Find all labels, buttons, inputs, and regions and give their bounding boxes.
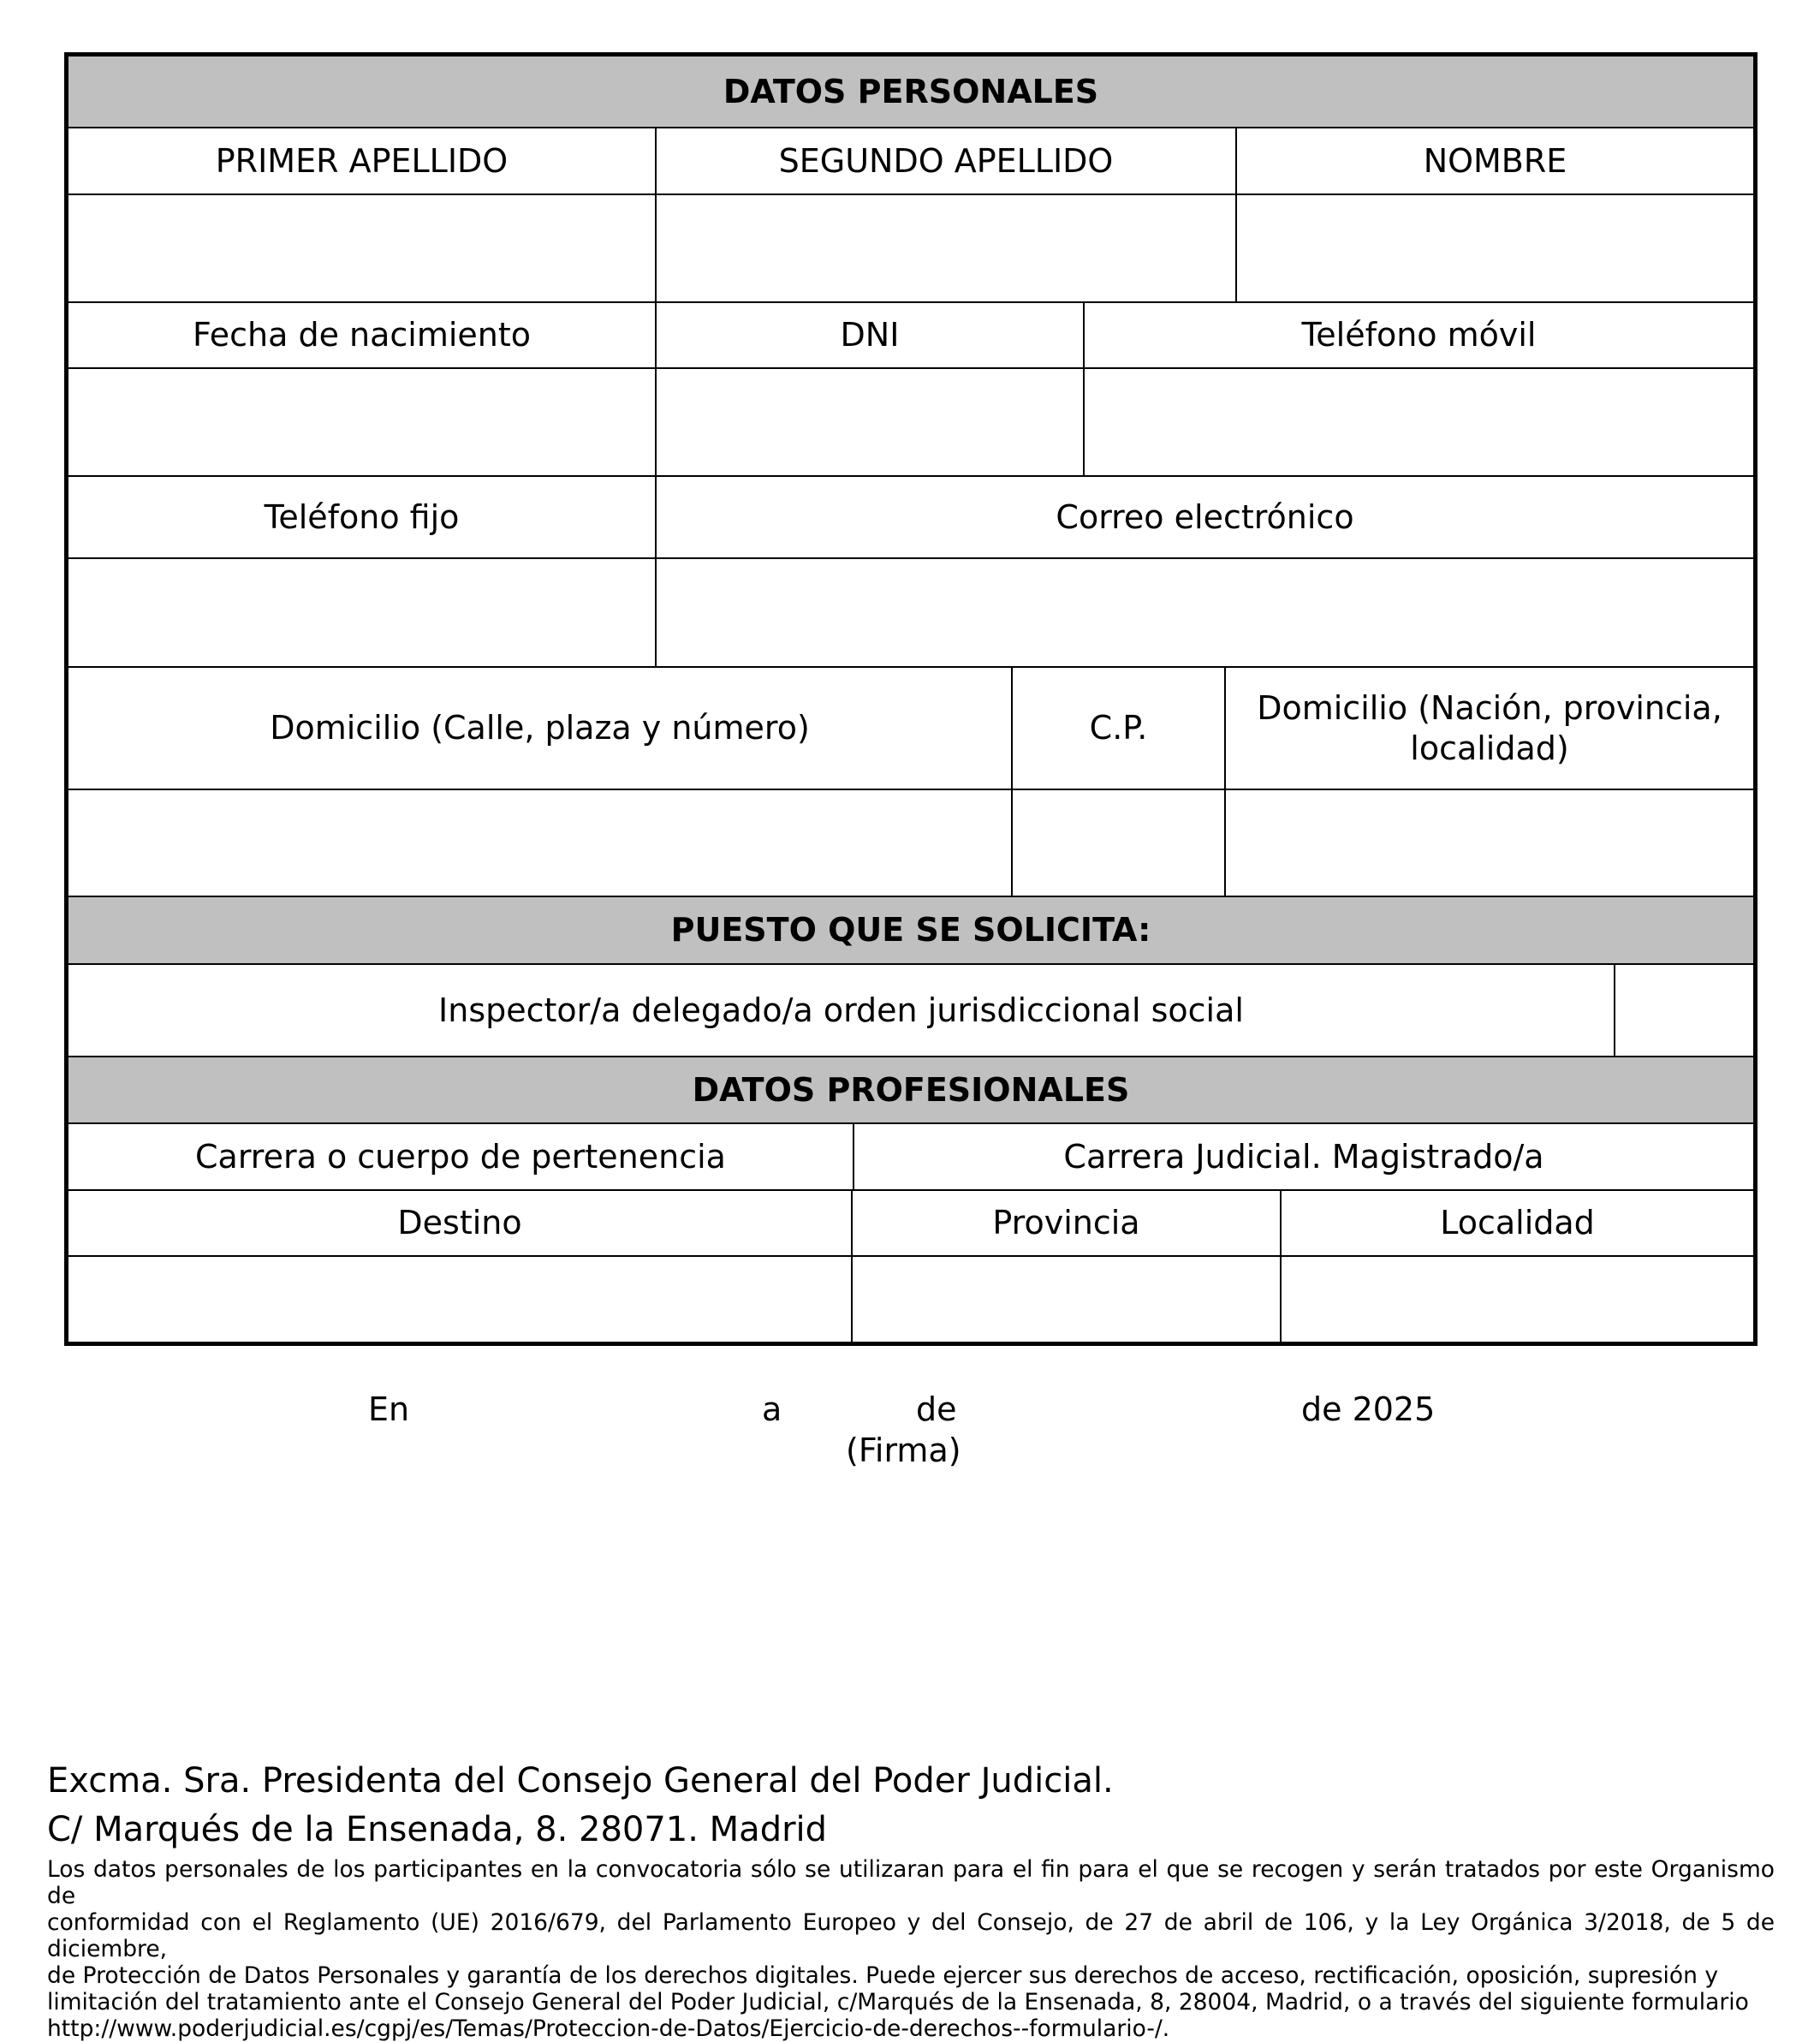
date-a: a (762, 1390, 782, 1428)
domicilio-nacion-label: Domicilio (Nación, provincia, localidad) (1224, 668, 1753, 789)
carrera-value: Carrera Judicial. Magistrado/a (853, 1124, 1753, 1189)
destino-label: Destino (397, 1204, 522, 1241)
personal-data-header: DATOS PERSONALES (723, 72, 1099, 110)
privacy-line: conformidad con el Reglamento (UE) 2016/679, del Parlamento Europeo y del Consejo, de 27 de abril de 106, y la Ley Orgánica 3/2018, de 5 de diciembre, (47, 1909, 1775, 1962)
segundo-apellido-label: SEGUNDO APELLIDO (655, 128, 1235, 193)
fecha-nacimiento-label: Fecha de nacimiento (192, 316, 532, 354)
nombre-field[interactable] (1235, 195, 1753, 301)
career-row (68, 1122, 1753, 1189)
carrera-label: Carrera o cuerpo de pertenencia (195, 1137, 726, 1176)
cp-field[interactable] (1011, 790, 1224, 896)
domicilio-label: Domicilio (Calle, plaza y número) (270, 709, 810, 747)
provincia-label: Provincia (851, 1191, 1280, 1255)
date-de: de (916, 1390, 957, 1428)
domicilio-field[interactable] (68, 790, 1011, 896)
contact-input-row (68, 557, 1753, 666)
birth-input-row (68, 367, 1753, 475)
telefono-movil-label: Teléfono móvil (1083, 303, 1753, 367)
privacy-notice (47, 1856, 1775, 2042)
position-header-row (68, 896, 1753, 963)
telefono-fijo-label: Teléfono fijo (264, 497, 460, 536)
cp-label: C.P. (1011, 668, 1224, 789)
names-input-row (68, 193, 1753, 301)
addressee-address: C/ Marqués de la Ensenada, 8. 28071. Madrid (47, 1810, 828, 1849)
address-input-row (68, 789, 1753, 896)
destino-field[interactable] (68, 1257, 851, 1342)
fecha-nacimiento-field[interactable] (68, 369, 655, 475)
position-row (68, 963, 1753, 1056)
firma-label: (Firma) (846, 1432, 961, 1469)
primer-apellido-label: PRIMER APELLIDO (215, 141, 509, 180)
date-en: En (368, 1390, 410, 1428)
privacy-line: limitación del tratamiento ante el Consejo General del Poder Judicial, c/Marqués de la Ensenada, 8, 28004, Madrid, o a través del siguiente formulario (47, 1989, 1749, 2015)
domicilio-nacion-field[interactable] (1224, 790, 1753, 896)
dni-field[interactable] (655, 369, 1083, 475)
addressee: Excma. Sra. Presidenta del Consejo General del Poder Judicial. (47, 1761, 1114, 1801)
correo-electronico-field[interactable] (655, 559, 1753, 666)
localidad-field[interactable] (1280, 1257, 1753, 1342)
date-year: de 2025 (1301, 1390, 1436, 1428)
personal-data-header-row (68, 57, 1753, 127)
privacy-link[interactable]: http://www.poderjudicial.es/cgpj/es/Temas/Proteccion-de-Datos/Ejercicio-de-derechos--formulario-/. (47, 2015, 1170, 2042)
localidad-label: Localidad (1280, 1191, 1753, 1255)
provincia-field[interactable] (851, 1257, 1280, 1342)
privacy-line: Los datos personales de los participantes en la convocatoria sólo se utilizaran para el fin para el que se recogen y serán tratados por este Organismo de (47, 1856, 1775, 1909)
telefono-movil-field[interactable] (1083, 369, 1753, 475)
birth-label-row (68, 301, 1753, 367)
contact-label-row (68, 475, 1753, 557)
correo-electronico-label: Correo electrónico (655, 477, 1753, 557)
position-header: PUESTO QUE SE SOLICITA: (670, 911, 1151, 949)
application-form (64, 52, 1758, 1346)
primer-apellido-field[interactable] (68, 195, 655, 301)
privacy-line: de Protección de Datos Personales y garantía de los derechos digitales. Puede ejercer sus derechos de acceso, rectificación, oposición, supresión y (47, 1962, 1719, 1989)
segundo-apellido-field[interactable] (655, 195, 1235, 301)
names-label-row (68, 127, 1753, 193)
destination-input-row (68, 1255, 1753, 1342)
position-checkbox[interactable] (1614, 965, 1753, 1056)
nombre-label: NOMBRE (1235, 128, 1753, 193)
position-label: Inspector/a delegado/a orden jurisdiccional social (438, 991, 1244, 1029)
address-label-row (68, 666, 1753, 789)
dni-label: DNI (655, 303, 1083, 367)
professional-header: DATOS PROFESIONALES (692, 1070, 1130, 1109)
telefono-fijo-field[interactable] (68, 559, 655, 666)
destination-label-row (68, 1189, 1753, 1255)
professional-header-row (68, 1056, 1753, 1122)
